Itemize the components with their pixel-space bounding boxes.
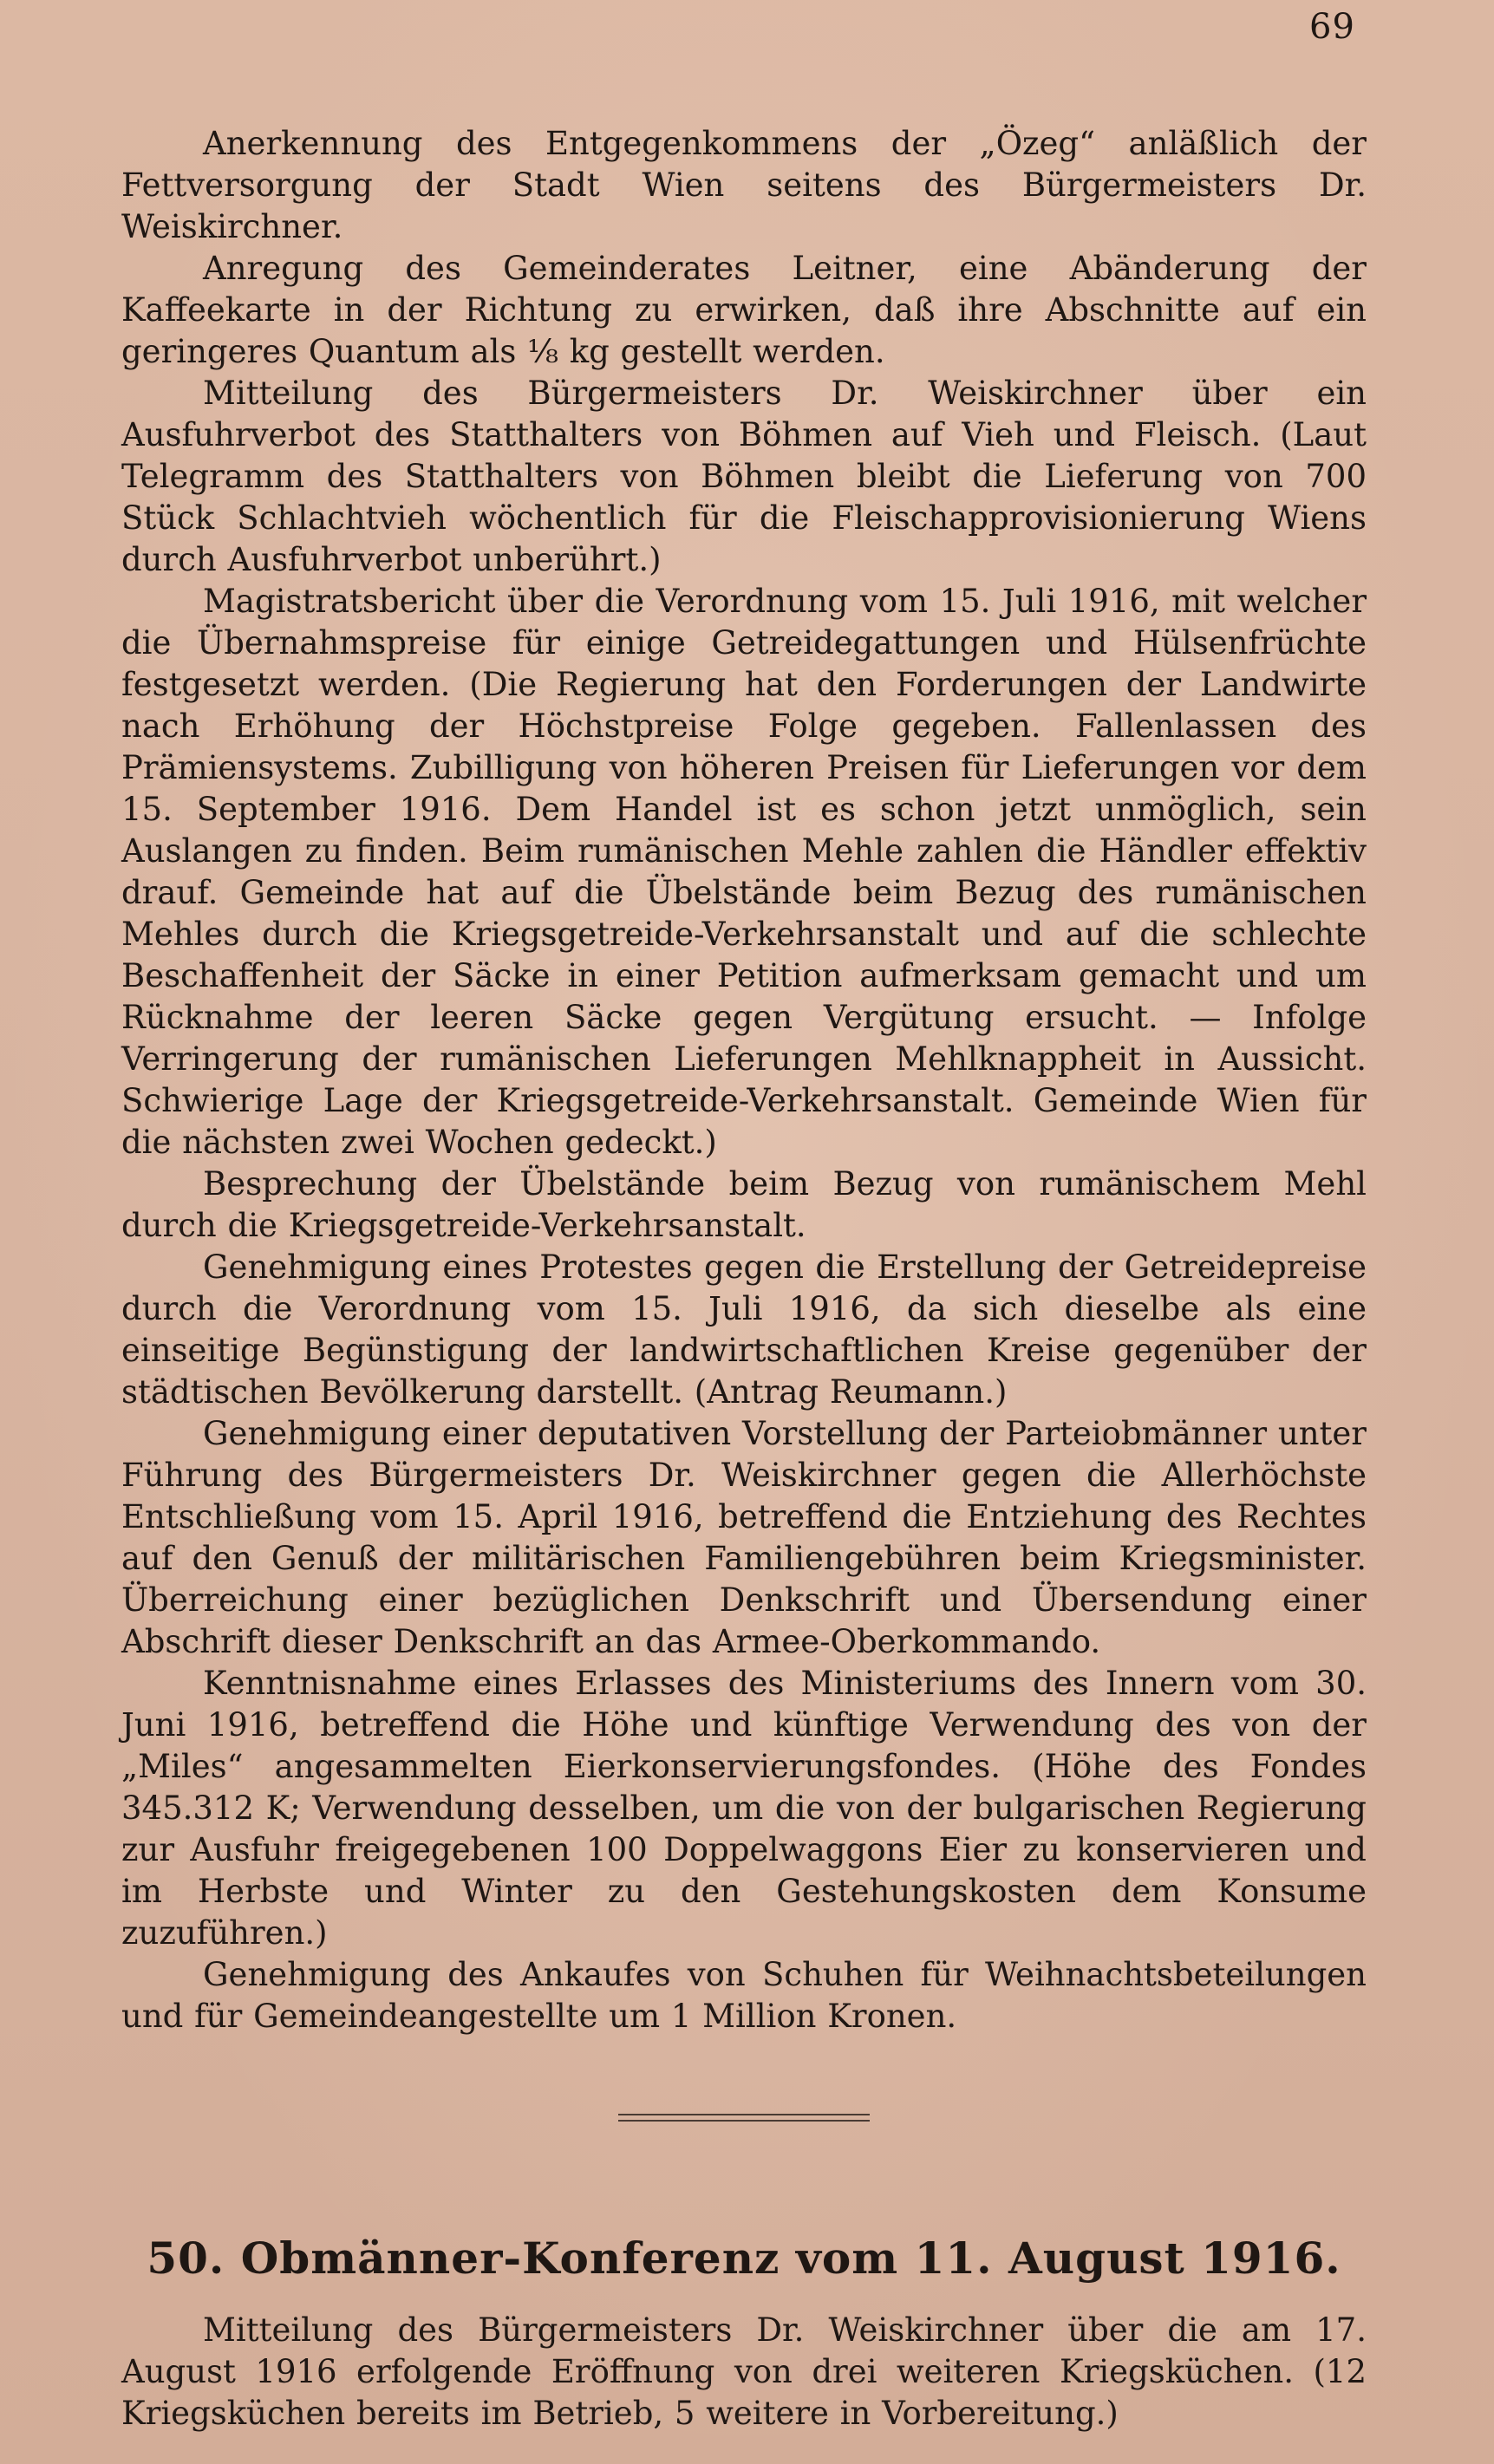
page-content — [121, 123, 1367, 2435]
paragraph: Genehmigung des Ankaufes von Schuhen für Weihnachtsbeteilungen und für Gemeindeangestellte um 1 Million Kronen. — [121, 1956, 1367, 2035]
paragraph: Mitteilung des Bürgermeisters Dr. Weiskirchner über die am 17. August 1916 erfolgende Eröffnung von drei weiteren Kriegsküchen. (12 Kriegsküchen bereits im Betrieb, 5 weitere in Vorbereitung.) — [121, 2311, 1367, 2432]
section-heading: 50. Obmänner-Konferenz vom 11. August 1916. — [147, 2233, 1341, 2284]
page-number: 69 — [1309, 7, 1355, 47]
divider-line — [618, 2114, 870, 2115]
paragraph: Anregung des Gemeinderates Leitner, eine Abänderung der Kaffeekarte in der Richtung zu erwirken, daß ihre Abschnitte auf ein geringeres Quantum als ¹⁄₈ kg gestellt werden. — [121, 250, 1367, 370]
paragraph: Genehmigung eines Protestes gegen die Erstellung der Getreidepreise durch die Verordnung vom 15. Juli 1916, da sich dieselbe als eine einseitige Begünstigung der landwirtschaftlichen Kreise gegenüber der städtischen Bevölkerung darstellt. (Antrag Reumann.) — [121, 1248, 1367, 1411]
paragraph: Magistratsbericht über die Verordnung vom 15. Juli 1916, mit welcher die Übernahmspreise für einige Getreidegattungen und Hülsenfrüchte festgesetzt werden. (Die Regierung hat den Forderungen der Landwirte nach Erhöhung der Höchstpreise Folge gegeben. Fallenlassen des Prämiensystems. Zubilligung von höheren Preisen für Lieferungen vor dem 15. September 1916. Dem Handel ist es schon jetzt unmöglich, sein Auslangen zu finden. Beim rumänischen Mehle zahlen die Händler effektiv drauf. Gemeinde hat auf die Übelstände beim Bezug des rumänischen Mehles durch die Kriegsgetreide-Verkehrsanstalt und auf die schlechte Beschaffenheit der Säcke in einer Petition aufmerksam gemacht und um Rücknahme der leeren Säcke gegen Vergütung ersucht. — Infolge Verringerung der rumänischen Lieferungen Mehlknappheit in Aussicht. Schwierige Lage der Kriegsgetreide-Verkehrsanstalt. Gemeinde Wien für die nächsten zwei Wochen gedeckt.) — [121, 583, 1367, 1161]
paragraph: Genehmigung einer deputativen Vorstellung der Parteiobmänner unter Führung des Bürgermeisters Dr. Weiskirchner gegen die Allerhöchste Entschließung vom 15. April 1916, betreffend die Entziehung des Rechtes auf den Genuß der militärischen Familiengebühren beim Kriegsminister. Überreichung einer bezüglichen Denkschrift und Übersendung einer Abschrift dieser Denkschrift an das Armee-Oberkommando. — [121, 1415, 1367, 1660]
paragraph: Anerkennung des Entgegenkommens der „Özeg“ anläßlich der Fettversorgung der Stadt Wien seitens des Bürgermeisters Dr. Weiskirchner. — [121, 125, 1367, 245]
paragraph: Kenntnisnahme eines Erlasses des Ministeriums des Innern vom 30. Juni 1916, betreffend die Höhe und künftige Verwendung des von der „Miles“ angesammelten Eierkonservierungsfondes. (Höhe des Fondes 345.312 K; Verwendung desselben, um die von der bulgarischen Regierung zur Ausfuhr freigegebenen 100 Doppelwaggons Eier zu konservieren und im Herbste und Winter zu den Gestehungskosten dem Konsume zuzuführen.) — [121, 1665, 1367, 1952]
section-divider — [618, 2114, 870, 2122]
paragraph: Besprechung der Übelstände beim Bezug von rumänischem Mehl durch die Kriegsgetreide-Verkehrsanstalt. — [121, 1165, 1367, 1244]
divider-line — [618, 2120, 870, 2122]
section-body — [121, 2310, 1367, 2435]
paragraph: Mitteilung des Bürgermeisters Dr. Weiskirchner über ein Ausfuhrverbot des Statthalters von Böhmen auf Vieh und Fleisch. (Laut Telegramm des Statthalters von Böhmen bleibt die Lieferung von 700 Stück Schlachtvieh wöchentlich für die Fleischapprovisionierung Wiens durch Ausfuhrverbot unberührt.) — [121, 375, 1367, 578]
